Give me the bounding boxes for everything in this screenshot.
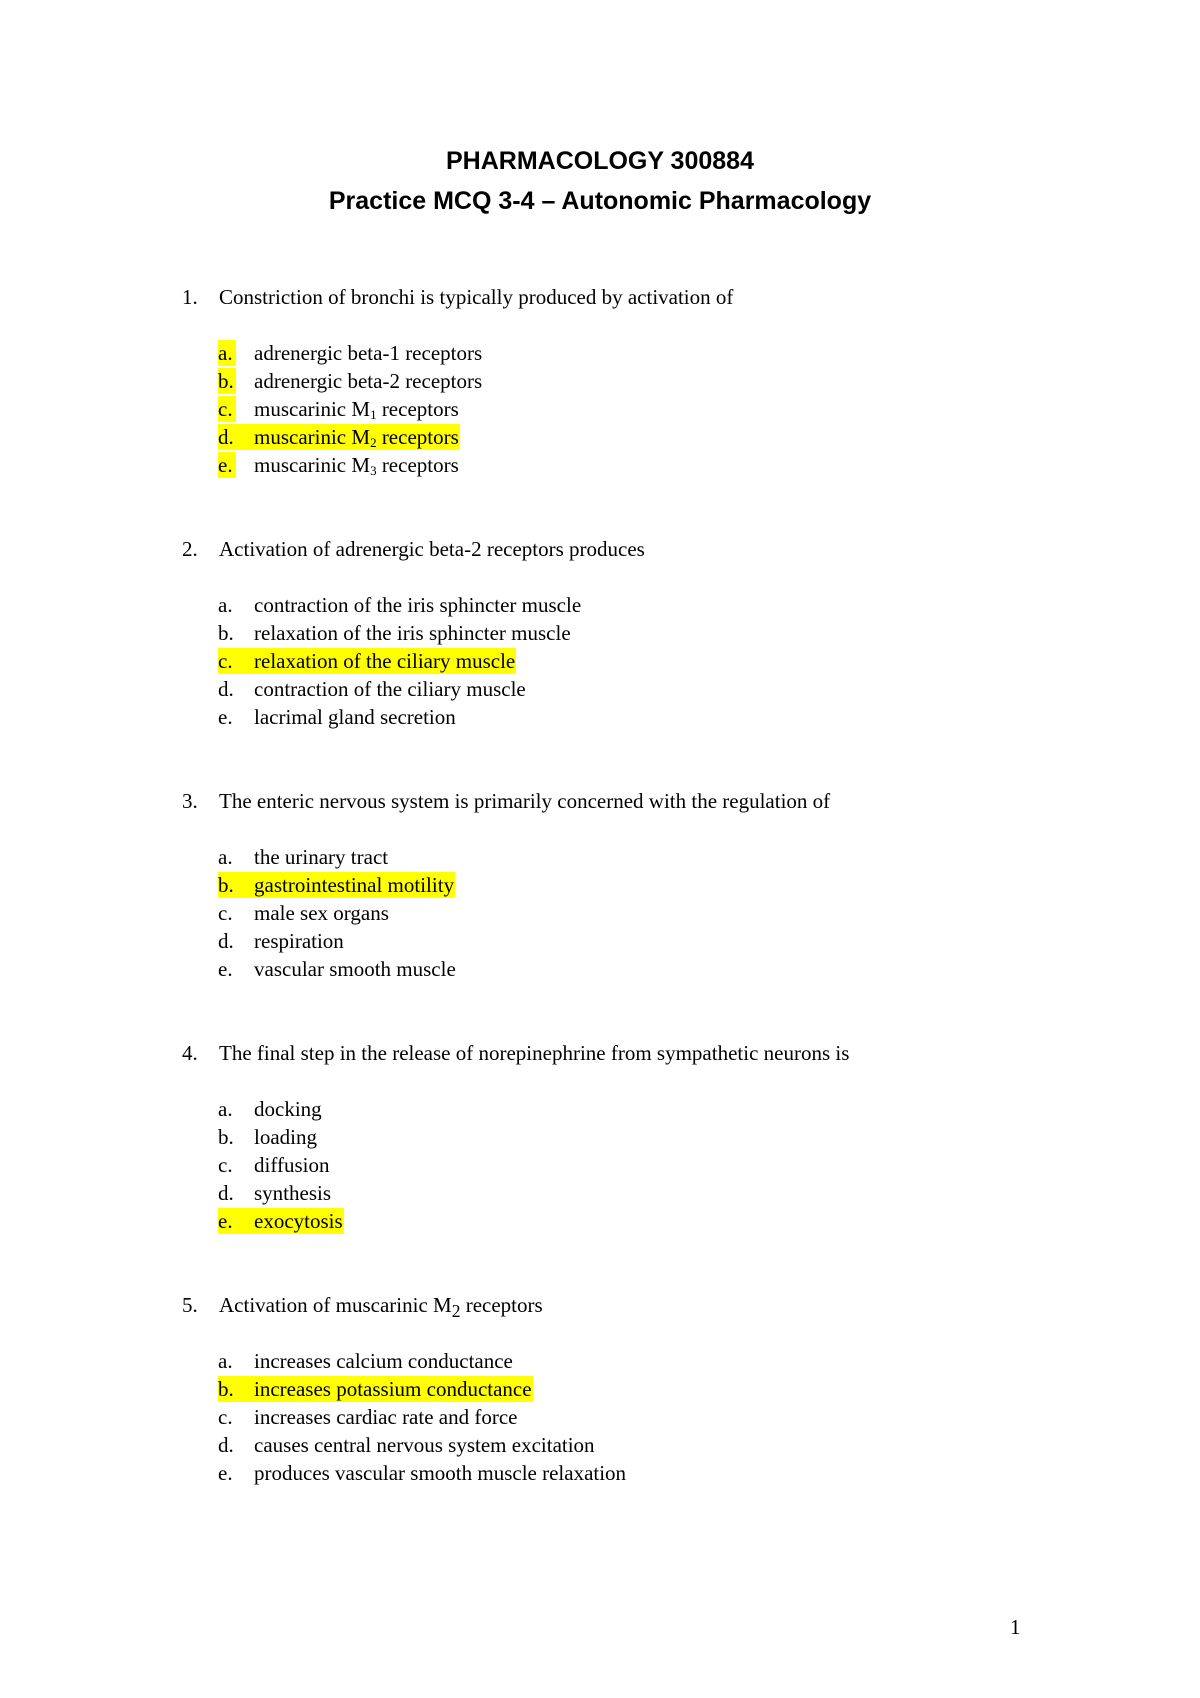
option-text: causes central nervous system excitation — [254, 1433, 595, 1457]
option-text-suffix: receptors — [376, 453, 459, 477]
option-letter: b. — [218, 1377, 234, 1401]
quiz-title: Practice MCQ 3-4 – Autonomic Pharmacology — [328, 187, 872, 215]
option-text: adrenergic beta-2 receptors — [254, 369, 483, 393]
option-letter: a. — [218, 340, 236, 366]
subscript: 1 — [370, 407, 377, 422]
question-text: Activation of muscarinic M — [219, 1293, 452, 1317]
option-d — [218, 1432, 627, 1460]
option-b — [218, 1376, 627, 1404]
option-text: vascular smooth muscle — [254, 957, 456, 981]
option-text: relaxation of the ciliary muscle — [254, 649, 516, 673]
page-number: 1 — [1010, 1615, 1021, 1639]
option-letter: b. — [218, 368, 236, 394]
option-e — [218, 1208, 344, 1236]
option-letter: b. — [218, 873, 234, 897]
option-text: contraction of the ciliary muscle — [254, 677, 526, 701]
option-list — [218, 844, 457, 984]
option-text: male sex organs — [254, 901, 389, 925]
option-text: lacrimal gland secretion — [254, 705, 456, 729]
question-stem — [182, 1292, 543, 1324]
option-letter: c. — [218, 396, 236, 422]
option-letter: d. — [218, 677, 234, 701]
document-header — [0, 147, 1200, 215]
option-list — [218, 1348, 627, 1488]
option-b — [218, 620, 582, 648]
option-list — [218, 1096, 344, 1236]
option-list — [218, 592, 582, 732]
option-text: respiration — [254, 929, 344, 953]
option-text-suffix: receptors — [376, 397, 459, 421]
option-letter: d. — [218, 929, 234, 953]
option-letter: b. — [218, 621, 234, 645]
option-d — [218, 424, 483, 452]
question-5 — [0, 1292, 1200, 1544]
question-stem — [182, 1040, 849, 1066]
course-title: PHARMACOLOGY 300884 — [446, 147, 754, 175]
subscript: 2 — [370, 435, 377, 450]
option-text: increases potassium conductance — [254, 1377, 532, 1401]
question-2 — [0, 536, 1200, 788]
option-letter: e. — [218, 1461, 233, 1485]
option-a — [218, 592, 582, 620]
option-d — [218, 1180, 344, 1208]
question-number: 1. — [182, 285, 198, 309]
question-number: 4. — [182, 1041, 198, 1065]
question-number: 2. — [182, 537, 198, 561]
option-text: loading — [254, 1125, 317, 1149]
option-letter: d. — [218, 1433, 234, 1457]
option-text: produces vascular smooth muscle relaxation — [254, 1461, 627, 1485]
question-4 — [0, 1040, 1200, 1292]
question-stem — [182, 788, 830, 814]
option-text: muscarinic M — [254, 425, 371, 449]
option-e — [218, 956, 457, 984]
question-stem — [182, 284, 733, 310]
option-letter: c. — [218, 1153, 233, 1177]
question-number: 5. — [182, 1293, 198, 1317]
option-text: increases calcium conductance — [254, 1349, 513, 1373]
option-c — [218, 1152, 344, 1180]
question-text: Activation of adrenergic beta-2 receptors produces — [219, 537, 645, 561]
question-text: Constriction of bronchi is typically produced by activation of — [219, 285, 734, 309]
option-text: docking — [254, 1097, 322, 1121]
option-e — [218, 704, 582, 732]
option-letter: c. — [218, 649, 233, 673]
option-b — [218, 1124, 344, 1152]
option-text: relaxation of the iris sphincter muscle — [254, 621, 571, 645]
option-a — [218, 1096, 344, 1124]
option-text: adrenergic beta-1 receptors — [254, 341, 483, 365]
option-text: muscarinic M — [254, 397, 371, 421]
option-a — [218, 844, 457, 872]
option-d — [218, 676, 582, 704]
option-text: synthesis — [254, 1181, 332, 1205]
option-a — [218, 340, 483, 368]
option-list — [218, 340, 483, 480]
option-text: gastrointestinal motility — [254, 873, 455, 897]
question-list — [0, 284, 1200, 1544]
option-a — [218, 1348, 627, 1376]
option-letter: d. — [218, 1181, 234, 1205]
question-1 — [0, 284, 1200, 536]
option-letter: b. — [218, 1125, 234, 1149]
option-text: increases cardiac rate and force — [254, 1405, 518, 1429]
question-text: The enteric nervous system is primarily concerned with the regulation of — [219, 789, 831, 813]
question-number: 3. — [182, 789, 198, 813]
option-d — [218, 928, 457, 956]
option-c — [218, 1404, 627, 1432]
option-letter: e. — [218, 1209, 233, 1233]
subscript: 2 — [451, 1301, 461, 1322]
option-text: contraction of the iris sphincter muscle — [254, 593, 582, 617]
question-stem — [182, 536, 645, 562]
option-letter: a. — [218, 1097, 233, 1121]
option-c — [218, 900, 457, 928]
option-letter: d. — [218, 425, 234, 449]
option-letter: a. — [218, 1349, 233, 1373]
option-e — [218, 1460, 627, 1488]
option-letter: c. — [218, 901, 233, 925]
option-text: muscarinic M — [254, 453, 371, 477]
option-b — [218, 872, 457, 900]
option-b — [218, 368, 483, 396]
question-text: The final step in the release of norepinephrine from sympathetic neurons is — [219, 1041, 850, 1065]
option-letter: e. — [218, 957, 233, 981]
option-text: the urinary tract — [254, 845, 389, 869]
question-3 — [0, 788, 1200, 1040]
option-text-suffix: receptors — [376, 425, 459, 449]
question-text-suffix: receptors — [460, 1293, 543, 1317]
option-letter: a. — [218, 593, 233, 617]
option-letter: a. — [218, 845, 233, 869]
option-letter: e. — [218, 452, 236, 478]
option-text: diffusion — [254, 1153, 330, 1177]
subscript: 3 — [370, 463, 377, 478]
option-letter: e. — [218, 705, 233, 729]
option-letter: c. — [218, 1405, 233, 1429]
option-c — [218, 648, 582, 676]
option-c — [218, 396, 483, 424]
option-e — [218, 452, 483, 480]
option-text: exocytosis — [254, 1209, 343, 1233]
